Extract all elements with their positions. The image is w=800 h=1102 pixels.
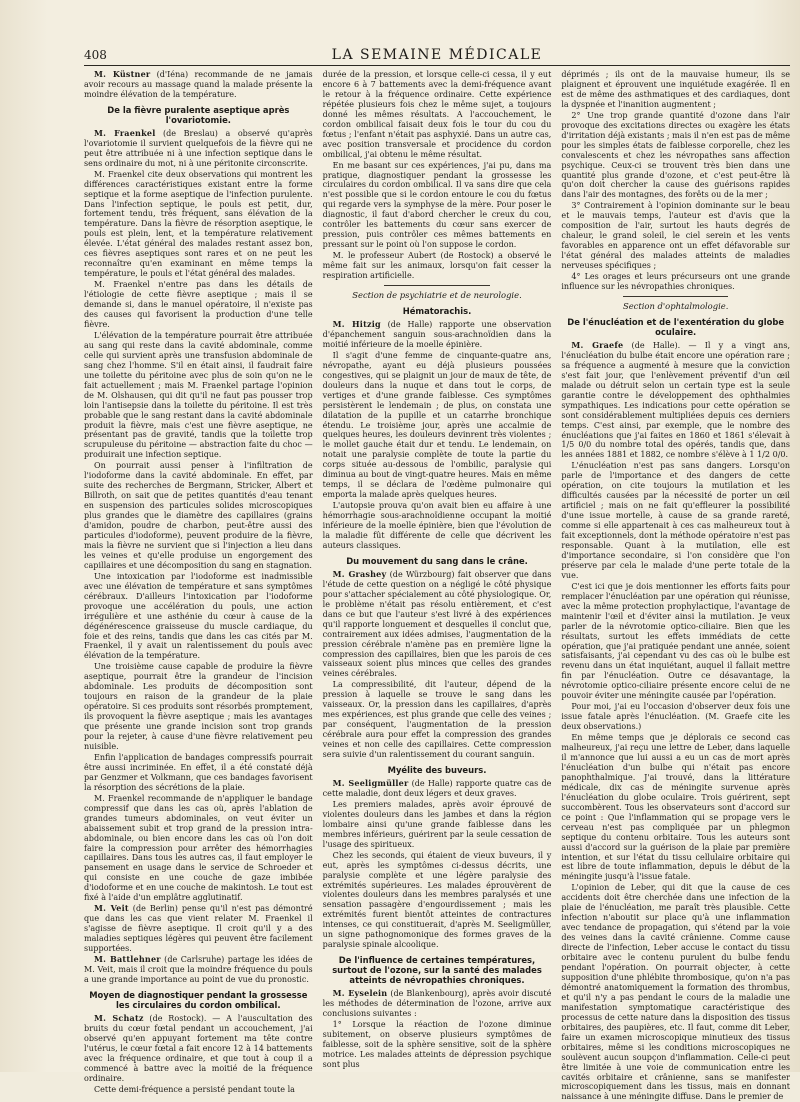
paragraph-text: En même temps que je déplorais ce second cas malheureux, j'ai reçu une lettre de Leber, dans laquelle il m'annonce que lui aussi a eu un cas de mort après l'énucléation d'un bulbe qui n'était pas encore panophthalmique. J'ai trouvé, dans la littérature médicale, dix cas de méningite survenue après l'énucléation du globe oculaire. Trois guérirent, sept succombèrent. Tous les observateurs sont d'accord sur ce point : Que l'inflammation qui se propage vers le cerveau n'est pas compliquée par un phlegmon septique du contenu orbitaire. Tous les auteurs sont aussi d'accord sur la guérison de la plaie par première intention, et sur l'état du tissu cellulaire orbitaire qui est libre de toute inflammation, depuis le début de la méningite jusqu'à l'issue fatale. [561, 733, 791, 882]
paragraph-text: (de Halle) rapporte quatre cas de cette maladie, dont deux légers et deux graves. [322, 779, 552, 798]
paragraph [84, 794, 313, 903]
article-heading: Du mouvement du sang dans le crâne. [346, 555, 528, 566]
author-name: M. Fraenkel [94, 127, 156, 138]
paragraph-text: 4° Les orages et leurs précurseurs ont une grande influence sur les névropathies chroniques. [561, 272, 791, 292]
author-name: M. Veit [94, 903, 129, 914]
paragraph-text: M. Fraenkel recommande de n'appliquer le bandage compressif que dans les cas où, après l'ablation de grandes tumeurs abdominales, on veut éviter un abaissement subit et trop grand de la pression intra-abdominale, ou bien encore dans les cas où l'on doit faire la compression pour arrêter des hémorrhagies capillaires. Dans tous les autres cas, il faut employer le pansement en usage dans le service de Schroeder et qui consiste en une couche de gaze imbibée d'iodoforme et en une couche de makintosh. Le tout est fixé à l'aide d'un emplâtre agglutinatif. [84, 793, 313, 903]
paragraph-text: La compressibilité, dit l'auteur, dépend de la pression à laquelle se trouve le sang dans les vaisseaux. Or, la pression dans les capillaires, d'après mes expériences, est plus grande que celle des veines ; par conséquent, l'augmentation de la pression cérébrale aura pour effet la compression des grandes veines et non celle des capillaires. Cette compression sera suivie d'un ralentissement du courant sanguin. [322, 680, 552, 760]
paragraph [84, 572, 313, 662]
author-name: M. Küstner [94, 69, 151, 79]
paragraph [561, 582, 790, 701]
paragraph [323, 779, 552, 799]
paragraph-text: (de Halle). — Il y a vingt ans, l'énucléation du bulbe était encore une opération rare ; sa fréquence a augmenté à mesure que la conviction s'est fait jour, que l'enlèvement préventif d'un œil malade ou détruit selon un certain type est la seule garantie contre le développement des ophthalmies sympathiques. Les indications pour cette opération se sont considérablement multipliées depuis ces derniers temps. C'est ainsi, par exemple, que le nombre des énucléations que j'ai faites en 1860 et 1861 s'élevait à 1/5 0/0 du nombre total des opérés, tandis que, dans les années 1881 et 1882, ce nombre s'élève à 1 1/2 0/0. [561, 340, 791, 460]
paragraph-text: 1° Lorsque la réaction de l'ozone diminue subitement, on observe plusieurs symptômes de faiblesse, soit de la sphère sensitive, soit de la sphère motrice. Les malades atteints de dépression psychique sont plus [322, 1020, 552, 1069]
author-name: M. Graefe [571, 339, 624, 350]
paragraph-text: L'autopsie prouva qu'on avait bien eu affaire à une hémorrhagie sous-arachnoïdienne occupant la moitié inférieure de la moelle épinière, bien que l'évolution de la maladie fût différente de celle que décrivent les auteurs classiques. [322, 501, 552, 550]
paragraph [84, 955, 313, 985]
article-heading: Moyen de diagnostiquer pendant la grossesse les circulaires du cordon ombilical. [89, 989, 308, 1010]
paragraph [323, 161, 552, 251]
paragraph [561, 341, 790, 460]
article-heading: Myélite des buveurs. [387, 765, 487, 775]
section-divider [623, 296, 728, 297]
paragraph-text: (de Carlsruhe) partage les idées de M. Veit, mais il croit que la moindre fréquence du pouls a une grande importance au point de vue du pronostic. [84, 955, 313, 984]
paragraph-text: On pourrait aussi penser à l'infiltration de l'iodoforme dans la cavité abdominale. En effet, par suite des recherches de Bergmann, Stricker, Albert et Billroth, on sait que de petites quantités d'eau tenant en suspension des particules solides microscopiques plus grandes que le diamètre des capillaires (grains d'amidon, poudre de charbon, peut-être aussi des particules d'iodoforme), peuvent produire de la fièvre, mais la fièvre ne survient que si l'injection a lieu dans les veines et qu'elle produise un engorgement des capillaires et une décomposition du sang en stagnation. [84, 461, 313, 570]
text-columns [84, 69, 791, 1102]
paragraph-text: Chez les seconds, qui étaient de vieux buveurs, il y eut, après les symptômes ci-dessus décrits, une paralysie complète et une légère paralysie des extrémités supérieures. Les malades éprouvèrent de violentes douleurs dans les membres paralysés et une sensation passagère d'engourdissement ; mais les extrémités furent bientôt atteintes de contractures intenses, ce qui constituerait, d'après M. Seeligmüller, un signe pathognomonique des formes graves de la paralysie spinale alcoolique. [322, 850, 552, 950]
section-divider [384, 285, 489, 286]
column-middle [322, 70, 552, 1069]
author-name: M. Schatz [94, 1012, 144, 1023]
paragraph-text: (de Breslau) a observé qu'après l'ovariotomie il survient quelquefois de la fièvre qui ne peut être attribuée ni à une infection septique dans le sens ordinaire du mot, ni à une péritonite circonscrite. [84, 128, 313, 168]
paragraph [84, 461, 313, 570]
paragraph [561, 733, 790, 882]
paragraph-text: M. Fraenkel cite deux observations qui montrent les différences caractéristiques existant entre la forme septique et la forme aseptique de l'infection purulente. Dans l'infection septique, le pouls est petit, dur, fortement tendu, très fréquent, sans élévation de la température. Dans la fièvre de résorption aseptique, le pouls est plein, lent, et la température relativement élevée. L'état général des malades restant assez bon, ces fièvres aseptiques sont rares et on ne peut les reconnaître qu'en examinant en même temps la température, le pouls et l'état général des malades. [84, 169, 313, 279]
paragraph-text: Pour moi, j'ai eu l'occasion d'observer deux fois une issue fatale après l'énucléation. (M. Graefe cite les deux observations.) [561, 702, 791, 732]
paragraph-text: Enfin l'application de bandages compressifs pourrait être aussi incriminée. En effet, il a été constaté déjà par Genzmer et Volkmann, que ces bandages favorisent la résorption des sécrétions de la plaie. [84, 752, 313, 792]
paragraph [84, 753, 313, 793]
author-name: M. Grashey [332, 568, 387, 579]
paragraph-text: C'est ici que je dois mentionner les efforts faits pour remplacer l'énucléation par une opération qui réunisse, avec la même protection prophylactique, l'avantage de maintenir l'œil et d'éviter ainsi la mutilation. Je veux parler de la névrotomie optico-ciliaire. Bien que les résultats, surtout les effets immédiats de cette opération, que j'ai pratiquée pendant une année, soient satisfaisants, j'ai cependant vu des cas où le bulbe est revenu dans un état inquiétant, auquel il fallait mettre fin par l'énucléation. Outre ce désavantage, la névrotomie optico-ciliaire présente encore celui de ne pouvoir éviter une méningite causée par l'opération. [561, 581, 791, 701]
paragraph-text: L'énucléation n'est pas sans dangers. Lorsqu'on parle de l'importance et des dangers de cette opération, on cite toujours la mutilation et les difficultés causées par la nécessité de porter un œil artificiel ; mais on ne fait qu'effleurer la possibilité d'une issue mortelle, à cause de sa grande rareté, comme si elle appartenait à ces cas malheureux tout à fait exceptionnels, dont la méthode opératoire n'est pas responsable. Quant à la mutilation, elle est d'importance secondaire, si l'on considère que l'on préserve par cela le malade d'une perte totale de la vue. [561, 461, 791, 580]
paragraph [323, 989, 552, 1019]
paragraph-text: (de Blankenbourg), après avoir discuté les méthodes de détermination de l'ozone, arrive aux conclusions suivantes : [322, 989, 552, 1019]
article-heading: Hématorachis. [402, 305, 472, 316]
paragraph [323, 851, 552, 951]
author-name: M. Hitzig [332, 318, 381, 329]
article-heading: De l'influence de certaines températures, surtout de l'ozone, sur la santé des malades atteints de névropathies chroniques. [332, 955, 542, 986]
author-name: M. Battlehner [94, 954, 161, 965]
article-heading: De la fièvre puralente aseptique après l'ovariotomie. [107, 104, 290, 125]
article-heading: De l'énucléation et de l'exentération du globe oculaire. [567, 316, 785, 337]
paragraph-text: (de Halle) rapporte une observation d'épanchement sanguin sous-arachnoïdien dans la moitié inférieure de la moelle épinière. [322, 319, 552, 349]
paragraph-text: L'élévation de la température pourrait être attribuée au sang qui reste dans la cavité abdominale, comme celle qui survient après une transfusion abdominale de sang chez l'homme. S'il en était ainsi, il faudrait faire une toilette du péritoine avec plus de soin qu'on ne le fait actuellement ; mais M. Fraenkel partage l'opinion de M. Olshausen, qui dit qu'il ne faut pas pousser trop loin l'antisepsie dans la toilette du péritoine. Il est très probable que le sang restant dans la cavité abdominale produit la fièvre, mais c'est une fièvre aseptique, ne présentant pas de gravité, tandis que la toilette trop scrupuleuse du péritoine — abstraction faite du choc — produirait une infection septique. [84, 330, 313, 460]
paragraph [84, 70, 313, 100]
paragraph [561, 70, 790, 110]
column-right [561, 70, 791, 1102]
paragraph [323, 680, 552, 760]
paragraph-text: (de Würzbourg) fait observer que dans l'étude de cette question on a négligé le côté physique pour s'attacher spécialement au côté physiologique. Or, le problème n'était pas résolu entièrement, et c'est dans ce but que l'auteur s'est livré à des expériences qu'il rapporte longuement et desquelles il conclut que, contrairement aux idées admises, l'augmentation de la pression cérébrale n'amène pas en première ligne la compression des capillaires, bien que les parois de ces vaisseaux soient plus minces que celles des grandes veines cérébrales. [322, 569, 552, 679]
running-header [84, 48, 790, 64]
paragraph-text: (de Berlin) pense qu'il n'est pas démontré que dans les cas que vient relater M. Fraenkel il s'agisse de fièvre aseptique. Il croit qu'il y a des maladies septiques légères qui peuvent être facilement supportées. [84, 904, 313, 954]
paragraph [84, 1014, 313, 1084]
paragraph [84, 662, 313, 752]
paragraph-text: déprimés ; ils ont de la mauvaise humeur, ils se plaignent et éprouvent une inquiétude exagérée. Il en est de même des asthmatiques et des cardiaques, dont la dyspnée et l'inanition augmentent ; [561, 70, 791, 109]
column-left [84, 69, 313, 1094]
paragraph [323, 1020, 552, 1070]
paragraph-text: (d'Iéna) recommande de ne jamais avoir recours au massage quand la malade présente la moindre élévation de la température. [84, 70, 313, 99]
paragraph-text: L'opinion de Leber, qui dit que la cause de ces accidents doit être cherchée dans une infection de la plaie de l'énucléation, me paraît très plausible. Cette infection n'aboutit sur place qu'à une inflammation avec tendance de propagation, qui s'étend par la voie des veines dans la cavité crânienne. Comme cause directe de l'infection, Leber accuse le contact du tissu orbitaire avec le contenu purulent du bulbe fendu pendant l'opération. On pourrait objecter, à cette supposition d'une phlébite thrombosique, qu'on n'a pas démontré anatomiquement la formation des thrombus, et qu'il n'y a pas pendant le cours de la maladie une manifestation symptomatique caractéristique des processus de cette nature dans la disposition des tissus orbitaires, des paupières, etc. Il faut, comme dit Leber, faire un examen microscopique minutieux des tissus orbitaires, même si les conditions microscopiques ne soulèvent aucun soupçon d'inflammation. Celle-ci peut être limitée à une voie de communication entre les cavités orbitaire et crânienne, sans se manifester microscopiquement dans les tissus, mais en donnant naissance à une méningite diffuse. Dans le premier de [561, 883, 791, 1102]
paragraph-text: Il s'agit d'une femme de cinquante-quatre ans, névropathe, ayant eu déjà plusieurs poussées congestives, qui se plaignit un jour de maux de tête, de douleurs dans la nuque et dans tout le corps, de vertiges et d'une grande faiblesse. Ces symptômes persistèrent le lendemain ; de plus, on constata une dilatation de la pupille et un catarrhe bronchique étendu. Le troisième jour, après une accalmie de quelques heures, les douleurs devinrent très violentes ; le mollet gauche était dur et tendu. Le lendemain, on notait une paralysie complète de toute la partie du corps située au-dessous de l'ombilic, paralysie qui diminua au bout de vingt-quatre heures. Mais en même temps, il se déclara de l'œdème pulmonaire qui emporta la malade après quelques heures. [322, 350, 552, 500]
paragraph [561, 272, 790, 292]
paragraph-text: M. le professeur Aubert (de Rostock) a observé le même fait sur les animaux, lorsqu'on fait cesser la respiration artificielle. [322, 251, 552, 281]
paragraph [84, 331, 313, 460]
paragraph [323, 251, 552, 281]
paragraph-text: Les premiers malades, après avoir éprouvé de violentes douleurs dans les jambes et dans la région lombaire ainsi qu'une grande faiblesse dans les membres inférieurs, guérirent par la seule cessation de l'usage des spiritueux. [322, 799, 552, 849]
paragraph-text: 3° Contrairement à l'opinion dominante sur le beau et le mauvais temps, l'auteur est d'avis que la composition de l'air, surtout les hauts degrés de chaleur, le grand soleil, le ciel serein et les vents favorables en apparence ont un effet défavorable sur l'état général des malades atteints de maladies nerveuses spécifiques ; [561, 201, 791, 271]
paragraph [561, 883, 790, 1102]
paragraph [84, 129, 313, 169]
section-heading: Section d'ophtalmologie. [622, 300, 729, 311]
paragraph-text: Une troisième cause capable de produire la fièvre aseptique, pourrait être la grandeur de l'incision abdominale. Les produits de décomposition sont toujours en raison de la grandeur de la plaie opératoire. Si ces produits sont résorbés promptement, ils provoquent la fièvre aseptique ; mais les avantages que présente une grande incision sont trop grands pour la rejeter, à cause d'une fièvre relativement peu nuisible. [84, 662, 313, 751]
author-name: M. Eyselein [332, 988, 388, 999]
paragraph [561, 461, 790, 580]
paragraph [323, 800, 552, 850]
paragraph [84, 170, 313, 279]
paragraph [561, 702, 790, 732]
paragraph-text: durée de la pression, et lorsque celle-ci cessa, il y eut encore 6 à 7 battements avec la demi-fréquence avant le retour à la fréquence ordinaire. Cette expérience répétée plusieurs fois chez le même sujet, a toujours donné les mêmes résultats. A l'accouchement, le cordon ombilical faisait deux fois le tour du cou du fœtus ; l'enfant n'était pas asphyxié. Dans un autre cas, avec position transversale et procidence du cordon ombilical, j'ai obtenu le même résultat. [322, 70, 552, 159]
paragraph-text: (de Rostock). — A l'auscultation des bruits du cœur fœtal pendant un accouchement, j'ai observé qu'en appuyant fortement ma tête contre l'utérus, le cœur fœtal a fait encore 12 à 14 battements avec la fréquence ordinaire, et que tout à coup il a commencé à battre avec la moitié de la fréquence ordinaire. [84, 1013, 313, 1083]
section-heading: Section de psychiatrie et de neurologie. [352, 290, 522, 301]
page-number: 408 [84, 48, 107, 62]
paragraph [323, 70, 552, 160]
author-name: M. Seeligmüller [332, 778, 409, 788]
paragraph [561, 201, 790, 271]
paragraph [323, 501, 552, 551]
paragraph-text: M. Fraenkel n'entre pas dans les détails de l'étiologie de cette fièvre aseptique ; mais il se demande si, dans le manuel opératoire, il n'existe pas des causes qui favorisent la production d'une telle fièvre. [84, 280, 313, 329]
header-rule [84, 65, 790, 66]
paragraph [84, 904, 313, 954]
paragraph [84, 280, 313, 330]
paragraph-text: 2° Une trop grande quantité d'ozone dans l'air provoque des excitations directes ou exagère les états d'irritation déjà existants ; mais il n'en est pas de même pour les simples états de faiblesse corporelle, chez les convalescents et chez les névropathes sans affection psychique. Ceux-ci se trouvent très bien dans une quantité plus grande d'ozone, et c'est peut-être là qu'on doit chercher la cause des guérisons rapides dans l'air des montagnes, des forêts ou de la mer ; [561, 110, 791, 200]
paragraph [323, 351, 552, 500]
journal-title: LA SEMAINE MÉDICALE [331, 47, 543, 63]
paragraph-text: Cette demi-fréquence a persisté pendant toute la [94, 1084, 295, 1094]
paragraph [561, 111, 790, 201]
paragraph-text: En me basant sur ces expériences, j'ai pu, dans ma pratique, diagnostiquer pendant la grossesse les circulaires du cordon ombilical. Il va sans dire que cela n'est possible que si le cordon entoure le cou du fœtus qui regarde vers la symphyse de la mère. Pour poser le diagnostic, il faut d'abord chercher le creux du cou, contrôler les battements du cœur sans exercer de pression, puis contrôler ces mêmes battements en pressant sur le point où l'on suppose le cordon. [322, 160, 552, 250]
paragraph [323, 570, 552, 679]
paragraph [323, 320, 552, 350]
paragraph-text: Une intoxication par l'iodoforme est inadmissible avec une élévation de température et sans symptômes cérébraux. D'ailleurs l'intoxication par l'iodoforme provoque une accélération du pouls, une action irrégulière et une asthénie du cœur à cause de la dégénérescence graisseuse du muscle cardiaque, du foie et des reins, tandis que dans les cas cités par M. Fraenkel, il y avait un ralentissement du pouls avec élévation de la température. [84, 571, 313, 661]
paragraph [84, 1085, 313, 1095]
